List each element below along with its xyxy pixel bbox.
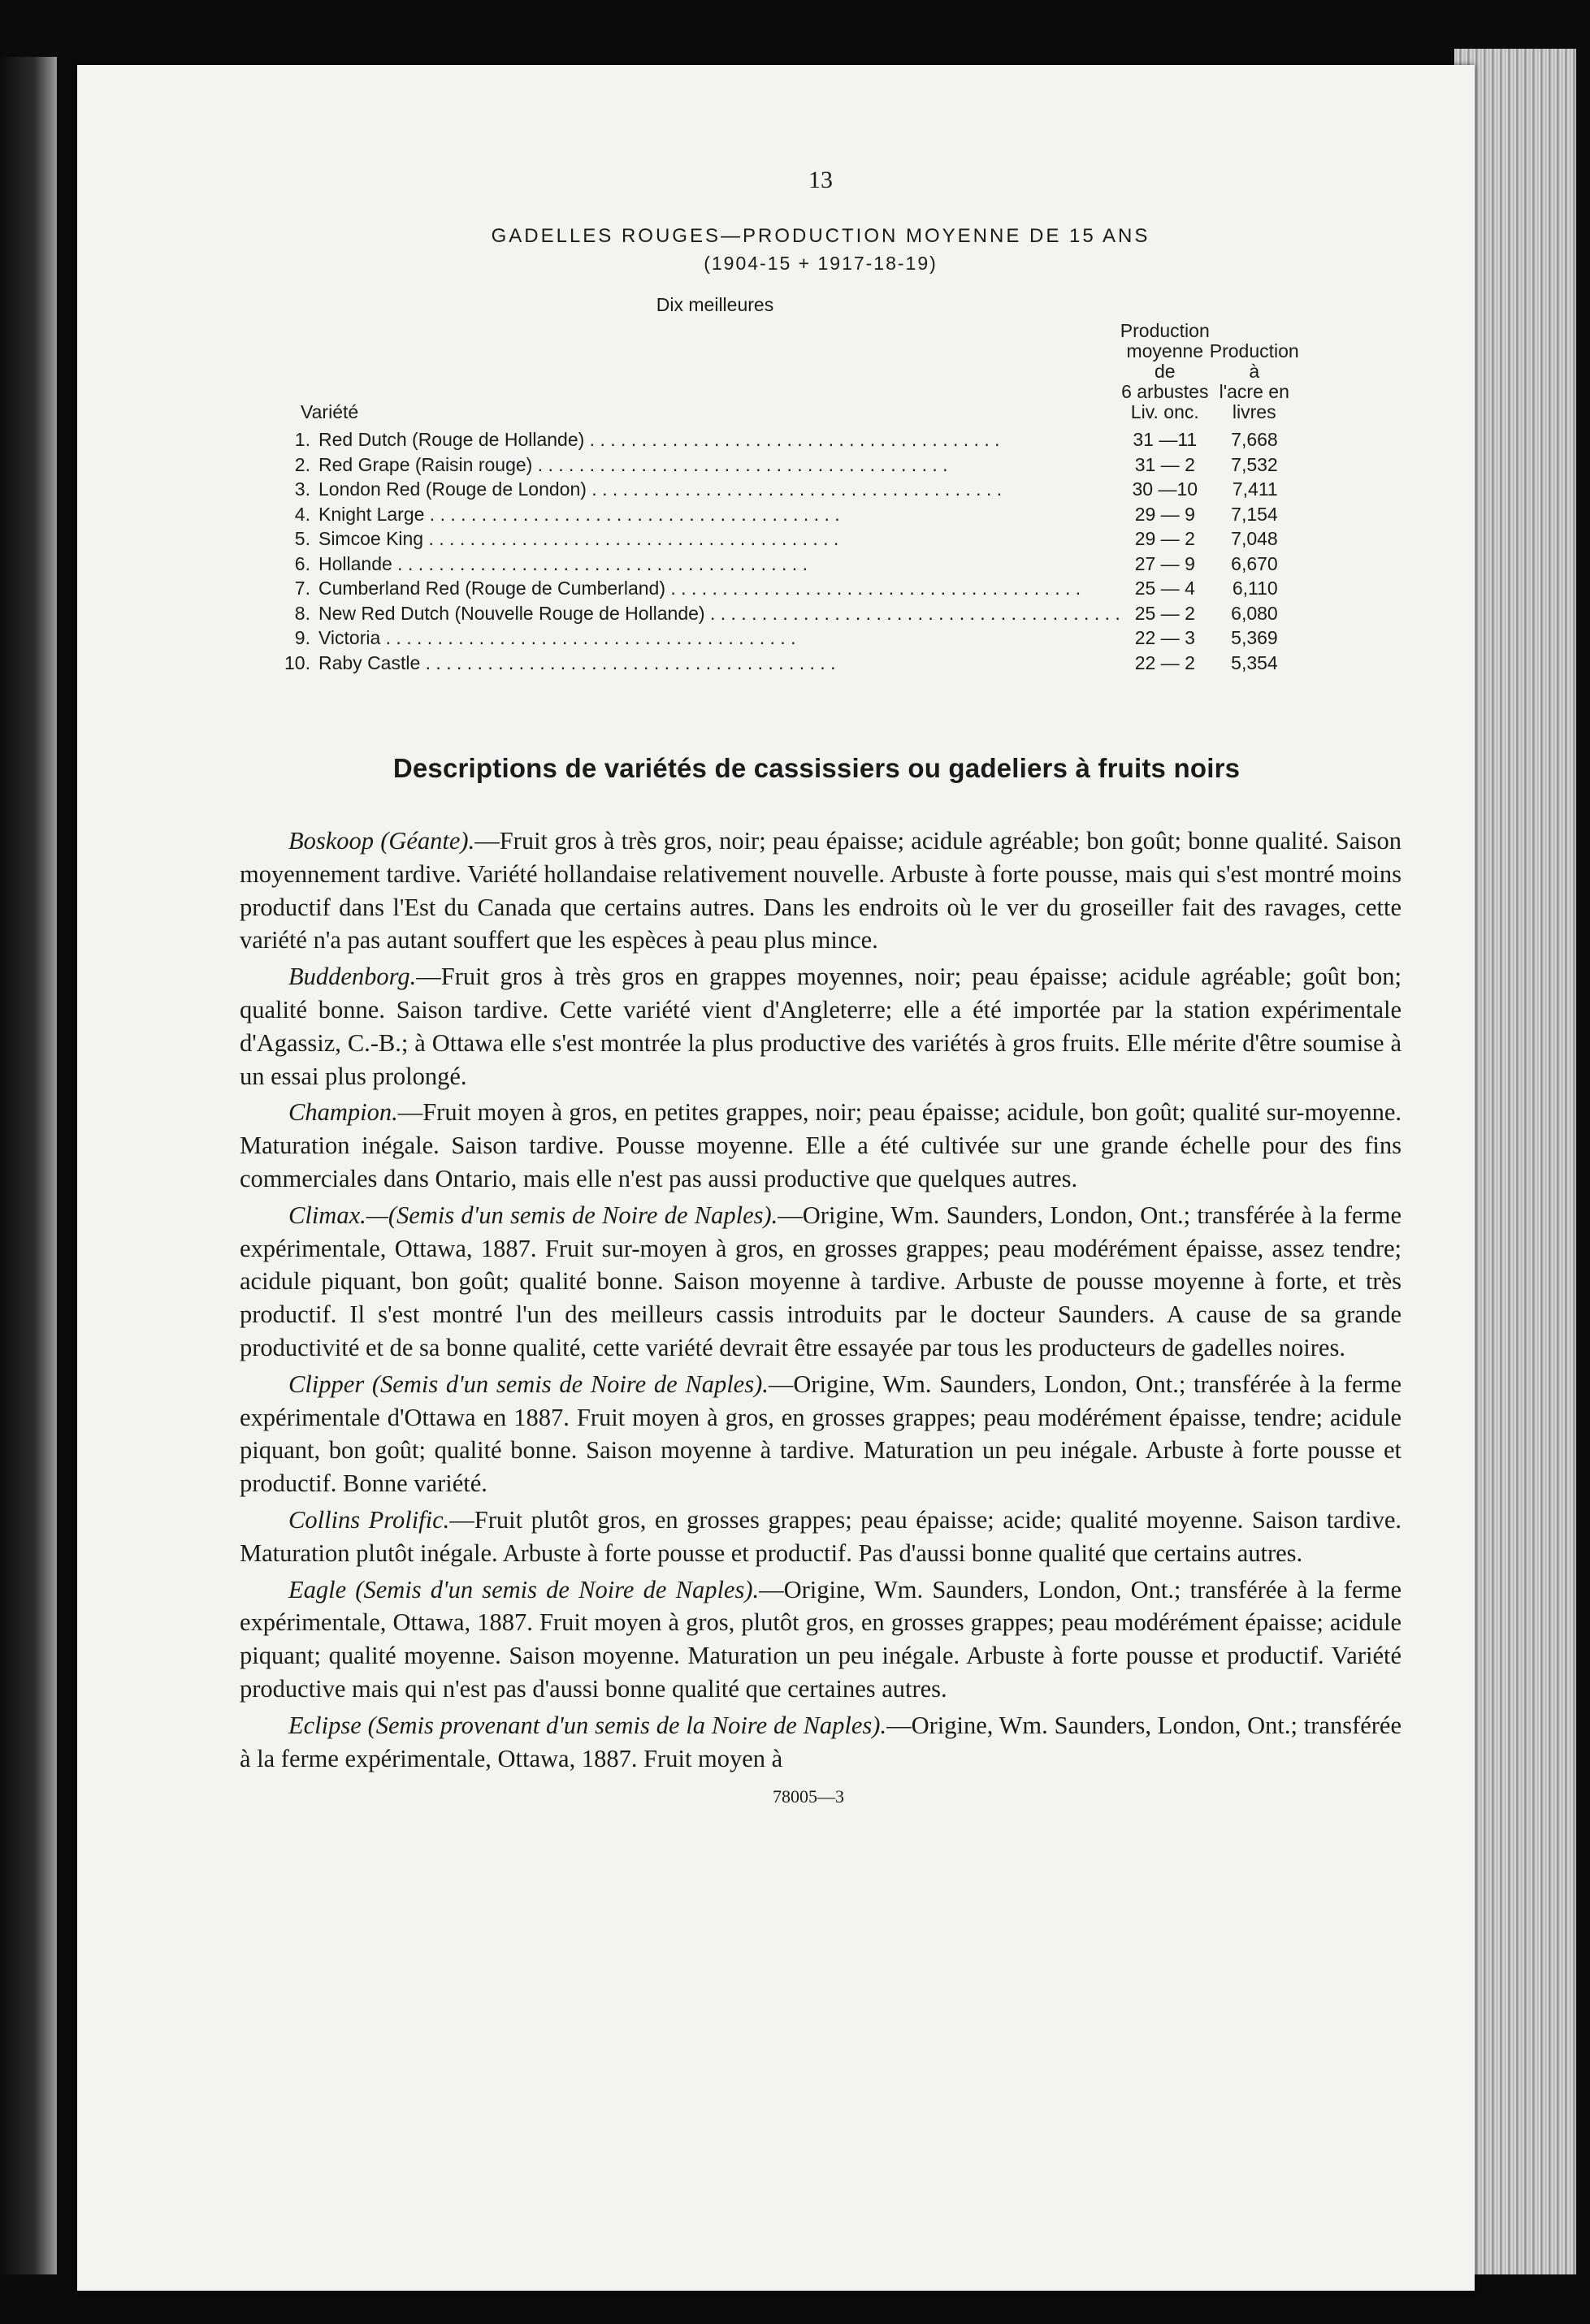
header-per-acre-line: Production à xyxy=(1209,340,1299,382)
header-per-acre xyxy=(1210,321,1299,427)
scan-left-edge xyxy=(0,57,57,2274)
row-variety-name: London Red (Rouge de London) . . . . . . . . . . . . . . . . . . . . . . . . . . . . . . . . . . . . . . . . xyxy=(318,478,1003,500)
variety-descriptions xyxy=(240,824,1402,1775)
variety-entry-text: —Fruit gros à très gros en grappes moyennes, noir; peau épaisse; acidule agréable; goût bon; qualité bonne. Saison tardive. Cette variété vient d'Angleterre; elle a été importée par la station expérimentale d'Agassiz, C.-B.; à Ottawa elle s'est montrée la plus productive des variétés à gros fruits. Elle mérite d'être soumise à un essai plus prolongé. xyxy=(240,963,1402,1090)
table-row xyxy=(284,477,1299,502)
row-variety-name: New Red Dutch (Nouvelle Rouge de Hollande) . . . . . . . . . . . . . . . . . . . . . . . . . . . . . . . . . . . . . . . . xyxy=(318,602,1120,624)
row-yield-per-acre: 7,532 xyxy=(1231,453,1278,475)
variety-entry-name: Clipper (Semis d'un semis de Noire de Naples). xyxy=(288,1370,769,1398)
row-average-yield: 29 — 2 xyxy=(1134,528,1195,549)
row-average-yield: 31 — 2 xyxy=(1134,453,1195,475)
row-number: 5. xyxy=(294,528,310,549)
variety-entry-name: Boskoop (Géante). xyxy=(288,827,475,855)
yield-table xyxy=(284,321,1299,675)
table-header-row xyxy=(284,321,1299,427)
table-row xyxy=(284,576,1299,601)
row-yield-per-acre: 6,110 xyxy=(1232,578,1278,599)
table-row xyxy=(284,625,1299,651)
table-row xyxy=(284,601,1299,626)
row-number: 3. xyxy=(294,478,310,500)
variety-entry-text: —Origine, Wm. Saunders, London, Ont.; transférée à la ferme expérimentale, Ottawa, 1887. Fruit sur-moyen à gros, en grosses grappes; peau modérément épaisse, assez tendre; acidule piquant, bon goût; qualité bonne. Saison moyenne à tardive. Arbuste de pousse moyenne à forte, et très productif. Il s'est montré l'un des meilleurs cassis introduits par le docteur Saunders. A cause de sa grande productivité et de sa bonne qualité, cette variété devrait être essayée par tous les producteurs de gadelles noires. xyxy=(240,1201,1402,1361)
row-yield-per-acre: 5,369 xyxy=(1231,627,1278,648)
row-average-yield: 22 — 2 xyxy=(1134,651,1195,673)
variety-entry-text: —Origine, Wm. Saunders, London, Ont.; transférée à la ferme expérimentale, Ottawa, 1887. Fruit moyen à xyxy=(240,1711,1402,1772)
row-number: 6. xyxy=(294,552,310,574)
variety-entry xyxy=(240,1368,1402,1500)
row-yield-per-acre: 7,411 xyxy=(1232,478,1278,500)
row-variety-name: Red Dutch (Rouge de Hollande) . . . . . . . . . . . . . . . . . . . . . . . . . . . . . . . . . . . . . . . . xyxy=(318,429,1000,450)
header-average-line: Liv. onc. xyxy=(1130,401,1199,422)
variety-entry-text: —Fruit plutôt gros, en grosses grappes; peau épaisse; acide; qualité moyenne. Saison tardive. Maturation plutôt inégale. Arbuste à forte pousse et productif. Pas d'aussi bonne qualité que certains autres. xyxy=(240,1505,1402,1567)
row-yield-per-acre: 5,354 xyxy=(1231,651,1278,673)
table-body xyxy=(284,427,1299,675)
row-variety-name: Cumberland Red (Rouge de Cumberland) . . . . . . . . . . . . . . . . . . . . . . . . . . . . . . . . . . . . . . . . xyxy=(318,578,1081,599)
page-number: 13 xyxy=(808,167,833,193)
row-average-yield: 25 — 4 xyxy=(1134,578,1195,599)
row-number: 2. xyxy=(294,453,310,475)
variety-entry xyxy=(240,1199,1402,1365)
variety-entry xyxy=(240,1096,1402,1195)
variety-entry-text: —Origine, Wm. Saunders, London, Ont.; transférée à la ferme expérimentale, Ottawa, 1887. Fruit moyen à gros, plutôt gros, en grosses grappes; peau modérément épaisse; acidule piquant; qualité moyenne. Saison moyenne. Maturation un peu inégale. Arbuste à forte pousse et productif. Variété productive mais qui n'est pas d'aussi bonne qualité que certaines autres. xyxy=(240,1575,1402,1703)
row-yield-per-acre: 6,670 xyxy=(1231,552,1278,574)
table-row xyxy=(284,651,1299,676)
header-variety: Variété xyxy=(301,401,359,422)
variety-entry-name: Champion. xyxy=(288,1098,398,1127)
variety-entry-name: Climax.—(Semis d'un semis de Noire de Naples). xyxy=(288,1201,778,1229)
table-row xyxy=(284,427,1299,452)
variety-entry xyxy=(240,824,1402,957)
table-title: GADELLES ROUGES—PRODUCTION MOYENNE DE 15 ANS xyxy=(491,225,1150,247)
table-subtitle: Dix meilleures xyxy=(656,294,774,315)
row-yield-per-acre: 7,668 xyxy=(1231,429,1278,450)
row-average-yield: 29 — 9 xyxy=(1134,503,1195,525)
variety-entry-text: —Fruit gros à très gros, noir; peau épaisse; acidule agréable; bon goût; bonne qualité. Saison moyennement tardive. Variété hollandaise relativement nouvelle. Arbuste à forte pousse, mais qui s'est montré moins productif dans l'Est du Canada que certains autres. Dans les endroits où le ver du groseiller fait des ravages, cette variété n'a pas autant souffert que les espèces à peau plus mince. xyxy=(240,827,1402,954)
row-variety-name: Raby Castle . . . . . . . . . . . . . . . . . . . . . . . . . . . . . . . . . . . . . . . . xyxy=(318,651,836,673)
table-years: (1904-15 + 1917-18-19) xyxy=(704,253,938,274)
row-number: 7. xyxy=(294,578,310,599)
table-row xyxy=(284,452,1299,478)
row-variety-name: Hollande . . . . . . . . . . . . . . . . . . . . . . . . . . . . . . . . . . . . . . . . xyxy=(318,552,808,574)
variety-entry xyxy=(240,1504,1402,1570)
row-number: 4. xyxy=(294,503,310,525)
variety-entry-text: —Fruit moyen à gros, en petites grappes, noir; peau épaisse; acidule, bon goût; qualité sur-moyenne. Maturation inégale. Saison tardive. Pousse moyenne. Elle a été cultivée sur une grande échelle pour des fins commerciales dans Ontario, mais elle n'est pas aussi productive que quelques autres. xyxy=(240,1098,1402,1192)
table-row xyxy=(284,526,1299,552)
row-average-yield: 25 — 2 xyxy=(1134,602,1195,624)
row-average-yield: 22 — 3 xyxy=(1134,627,1195,648)
row-variety-name: Simcoe King . . . . . . . . . . . . . . . . . . . . . . . . . . . . . . . . . . . . . . . . xyxy=(318,528,839,549)
row-yield-per-acre: 7,154 xyxy=(1231,503,1278,525)
row-variety-name: Red Grape (Raisin rouge) . . . . . . . . . . . . . . . . . . . . . . . . . . . . . . . . . . . . . . . . xyxy=(318,453,948,475)
row-variety-name: Victoria . . . . . . . . . . . . . . . . . . . . . . . . . . . . . . . . . . . . . . . . xyxy=(318,627,796,648)
table-row xyxy=(284,552,1299,577)
row-average-yield: 31 —11 xyxy=(1133,429,1198,450)
header-average xyxy=(1120,321,1210,427)
row-number: 9. xyxy=(294,627,310,648)
row-variety-name: Knight Large . . . . . . . . . . . . . . . . . . . . . . . . . . . . . . . . . . . . . . . . xyxy=(318,503,840,525)
document-page xyxy=(77,65,1475,2291)
row-yield-per-acre: 7,048 xyxy=(1231,528,1278,549)
header-average-line: moyenne de xyxy=(1126,340,1204,382)
page-content xyxy=(240,167,1402,1807)
table-row xyxy=(284,502,1299,527)
variety-entry xyxy=(240,1709,1402,1776)
variety-entry-name: Eclipse (Semis provenant d'un semis de la Noire de Naples). xyxy=(288,1711,887,1739)
row-number: 1. xyxy=(294,429,310,450)
header-per-acre-line: l'acre en livres xyxy=(1219,381,1289,422)
row-number: 10. xyxy=(284,651,310,673)
variety-entry-name: Collins Prolific. xyxy=(288,1505,450,1534)
header-average-line: 6 arbustes xyxy=(1121,381,1209,402)
variety-entry xyxy=(240,960,1402,1093)
row-average-yield: 27 — 9 xyxy=(1134,552,1195,574)
section-heading: Descriptions de variétés de cassissiers ou gadeliers à fruits noirs xyxy=(392,753,1241,783)
row-number: 8. xyxy=(294,602,310,624)
footer-mark: 78005—3 xyxy=(773,1786,844,1807)
header-average-line: Production xyxy=(1120,320,1210,341)
variety-entry-text: —Origine, Wm. Saunders, London, Ont.; transférée à la ferme expérimentale d'Ottawa en 1887. Fruit moyen à gros, en grosses grappes; peau modérément épaisse, tendre; acidule piquant, bon goût; qualité bonne. Saison moyenne à tardive. Maturation un peu inégale. Arbuste à forte pousse et productif. Bonne variété. xyxy=(240,1370,1402,1498)
row-average-yield: 30 —10 xyxy=(1132,478,1198,500)
row-yield-per-acre: 6,080 xyxy=(1231,602,1278,624)
variety-entry xyxy=(240,1573,1402,1706)
variety-entry-name: Buddenborg. xyxy=(288,963,417,991)
variety-entry-name: Eagle (Semis d'un semis de Noire de Naples). xyxy=(288,1575,760,1603)
